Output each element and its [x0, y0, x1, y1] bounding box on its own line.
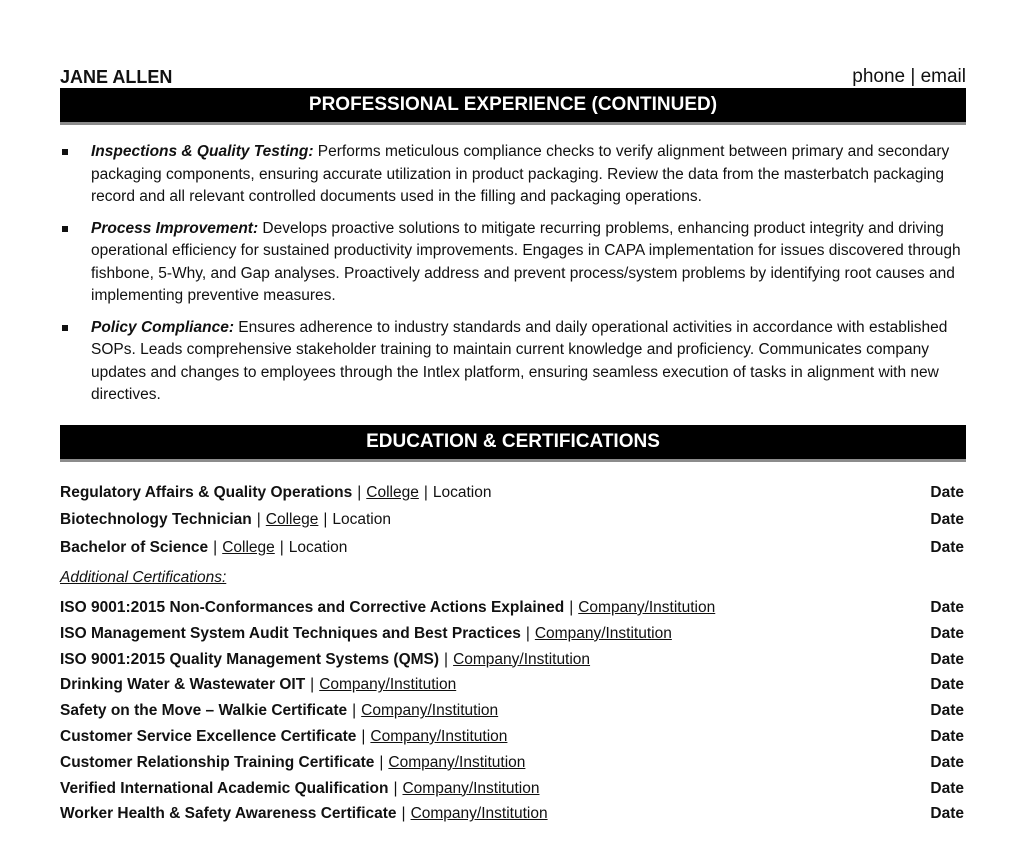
- certification-name: ISO 9001:2015 Non-Conformances and Corrective Actions Explained: [60, 599, 565, 616]
- certification-row: ISO Management System Audit Techniques and Best Practices | Company/Institution Date: [60, 621, 966, 647]
- resume-page: [60, 60, 966, 827]
- experience-item-lead: Process Improvement:: [91, 219, 259, 237]
- candidate-name: JANE ALLEN: [60, 67, 173, 87]
- certification-row: Worker Health & Safety Awareness Certificate | Company/Institution Date: [60, 801, 966, 827]
- experience-item: [60, 141, 966, 209]
- institution-link[interactable]: Company/Institution: [410, 805, 548, 823]
- experience-list: [60, 141, 966, 407]
- degree-date: Date: [930, 538, 964, 556]
- education-section-heading: EDUCATION & CERTIFICATIONS: [60, 425, 966, 462]
- square-bullet-icon: [62, 325, 68, 331]
- degree-location: Location: [332, 511, 391, 528]
- degree-row: Bachelor of Science | College | Location Date: [60, 534, 966, 562]
- certification-row: Customer Relationship Training Certificate | Company/Institution Date: [60, 750, 966, 776]
- square-bullet-icon: [62, 149, 68, 155]
- institution-link[interactable]: Company/Institution: [534, 624, 672, 642]
- college-link[interactable]: College: [222, 538, 275, 556]
- institution-link[interactable]: Company/Institution: [370, 727, 508, 745]
- certification-row: Drinking Water & Wastewater OIT | Company/Institution Date: [60, 672, 966, 698]
- certification-date: Date: [930, 805, 964, 823]
- degree-row: Regulatory Affairs & Quality Operations | College | Location Date: [60, 479, 966, 507]
- degree-date: Date: [930, 511, 964, 528]
- certification-row: Verified International Academic Qualification | Company/Institution Date: [60, 776, 966, 802]
- square-bullet-icon: [62, 226, 68, 232]
- additional-certifications-label: Additional Certifications:: [60, 569, 227, 586]
- certification-name: ISO Management System Audit Techniques and Best Practices: [60, 624, 521, 642]
- experience-item-text: Performs meticulous compliance checks to verify alignment between primary and secondary packaging components, ensuring accurate utilization in product packaging. Review the data from the masterbatch packaging record and all relevant controlled documents used in the filling and packaging operations.: [91, 143, 950, 205]
- education-list: [60, 479, 966, 828]
- certification-date: Date: [930, 624, 964, 642]
- degree-row: Biotechnology Technician | College | Location Date: [60, 506, 966, 534]
- degree-location: Location: [288, 538, 348, 556]
- degree-date: Date: [930, 483, 964, 501]
- certification-date: Date: [930, 727, 964, 745]
- college-link[interactable]: College: [265, 511, 319, 528]
- certification-name: Verified International Academic Qualification: [60, 779, 389, 797]
- degree-name: Biotechnology Technician: [60, 511, 252, 528]
- experience-item-text: Develops proactive solutions to mitigate recurring problems, enhancing product integrity and driving operational efficiency for sustained productivity improvements. Engages in CAPA implementation for issues discovered through fishbone, 5-Why, and Gap analyses. Proactively address and prevent process/system problems by identifying root causes and implementing preventive measures.: [91, 219, 961, 304]
- certification-row: Safety on the Move – Walkie Certificate | Company/Institution Date: [60, 698, 966, 724]
- experience-item-lead: Inspections & Quality Testing:: [91, 143, 314, 160]
- institution-link[interactable]: Company/Institution: [402, 779, 540, 797]
- college-link[interactable]: College: [366, 483, 419, 501]
- institution-link[interactable]: Company/Institution: [578, 599, 716, 616]
- experience-item-lead: Policy Compliance:: [91, 318, 234, 336]
- institution-link[interactable]: Company/Institution: [319, 676, 457, 694]
- certification-name: Drinking Water & Wastewater OIT: [60, 676, 306, 694]
- certification-name: ISO 9001:2015 Quality Management Systems (QMS): [60, 650, 440, 668]
- experience-item: [60, 218, 966, 308]
- certification-row: ISO 9001:2015 Non-Conformances and Corrective Actions Explained | Company/Institution Date: [60, 595, 966, 621]
- certification-date: Date: [930, 650, 964, 668]
- certification-name: Worker Health & Safety Awareness Certificate: [60, 805, 397, 823]
- resume-header: [60, 60, 966, 88]
- degree-name: Bachelor of Science: [60, 538, 209, 556]
- certification-name: Customer Service Excellence Certificate: [60, 727, 357, 745]
- degree-name: Regulatory Affairs & Quality Operations: [60, 483, 353, 501]
- certification-row: Customer Service Excellence Certificate | Company/Institution Date: [60, 724, 966, 750]
- certification-date: Date: [930, 702, 964, 720]
- certification-date: Date: [930, 676, 964, 694]
- institution-link[interactable]: Company/Institution: [361, 702, 499, 720]
- certification-name: Customer Relationship Training Certificate: [60, 753, 375, 771]
- certification-date: Date: [930, 753, 964, 771]
- certification-row: ISO 9001:2015 Quality Management Systems (QMS) | Company/Institution Date: [60, 647, 966, 673]
- institution-link[interactable]: Company/Institution: [453, 650, 591, 668]
- experience-item: [60, 317, 966, 407]
- certification-name: Safety on the Move – Walkie Certificate: [60, 702, 348, 720]
- experience-item-text: Ensures adherence to industry standards and daily operational activities in accordance with established SOPs. Leads comprehensive stakeholder training to maintain current knowledge and proficiency. Communicates company updates and changes to employees through the Intlex platform, ensuring seamless execution of tasks in alignment with new directives.: [91, 318, 948, 403]
- certification-date: Date: [930, 599, 964, 616]
- institution-link[interactable]: Company/Institution: [388, 753, 526, 771]
- certification-date: Date: [930, 779, 964, 797]
- degree-location: Location: [432, 483, 492, 501]
- contact-info: phone | email: [852, 66, 966, 87]
- experience-section-heading: PROFESSIONAL EXPERIENCE (CONTINUED): [60, 88, 966, 125]
